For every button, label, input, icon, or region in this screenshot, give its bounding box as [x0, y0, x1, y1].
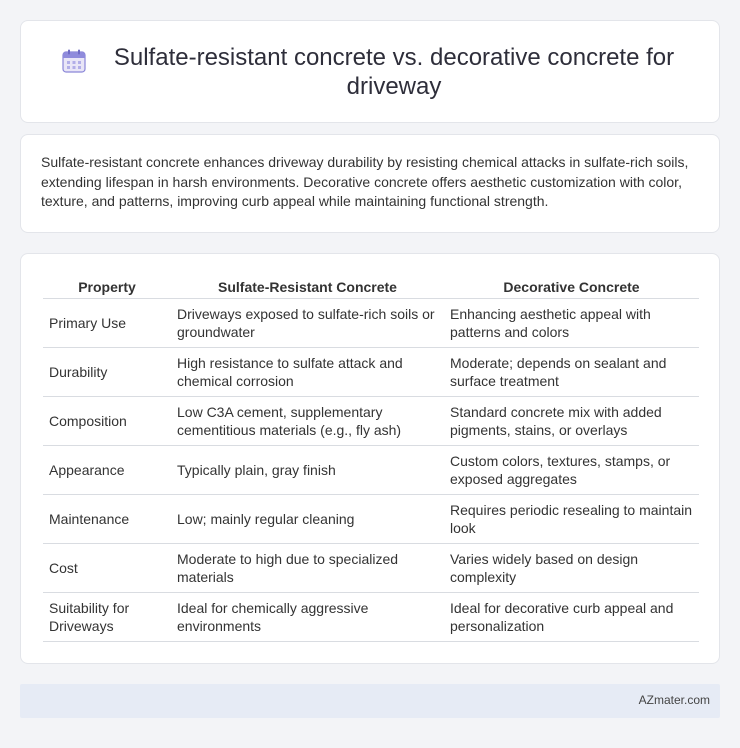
- table-row: [43, 593, 699, 642]
- page-title: Sulfate-resistant concrete vs. decorative concrete for driveway: [113, 44, 675, 100]
- comparison-table: [43, 275, 699, 642]
- table-row: [43, 299, 699, 348]
- row-sulfate-value: Low; mainly regular cleaning: [171, 495, 444, 544]
- row-sulfate-value: Low C3A cement, supplementary cementitious materials (e.g., fly ash): [171, 397, 444, 446]
- table-row: [43, 495, 699, 544]
- table-row: [43, 348, 699, 397]
- intro-paragraph: Sulfate-resistant concrete enhances driveway durability by resisting chemical attacks in sulfate-rich soils, extending lifespan in harsh environments. Decorative concrete offers aesthetic customization with color, texture, and patterns, improving curb appeal while maintaining functional strength.: [41, 154, 689, 209]
- row-property: Appearance: [43, 446, 171, 495]
- table-header-row: [43, 275, 699, 299]
- row-decorative-value: Ideal for decorative curb appeal and personalization: [444, 593, 699, 642]
- row-decorative-value: Varies widely based on design complexity: [444, 544, 699, 593]
- comparison-table-card: [20, 253, 720, 664]
- row-property: Maintenance: [43, 495, 171, 544]
- table-row: [43, 544, 699, 593]
- row-sulfate-value: High resistance to sulfate attack and chemical corrosion: [171, 348, 444, 397]
- intro-card: [20, 134, 720, 233]
- row-sulfate-value: Ideal for chemically aggressive environments: [171, 593, 444, 642]
- row-property: Durability: [43, 348, 171, 397]
- table-row: [43, 446, 699, 495]
- row-decorative-value: Enhancing aesthetic appeal with patterns and colors: [444, 299, 699, 348]
- header-decorative: Decorative Concrete: [444, 275, 699, 299]
- title-row: [21, 21, 719, 101]
- row-decorative-value: Custom colors, textures, stamps, or exposed aggregates: [444, 446, 699, 495]
- row-sulfate-value: Typically plain, gray finish: [171, 446, 444, 495]
- header-sulfate-resistant: Sulfate-Resistant Concrete: [171, 275, 444, 299]
- row-decorative-value: Standard concrete mix with added pigments, stains, or overlays: [444, 397, 699, 446]
- row-property: Composition: [43, 397, 171, 446]
- footer-bar: [20, 684, 720, 718]
- row-property: Suitability for Driveways: [43, 593, 171, 642]
- table-row: [43, 397, 699, 446]
- calendar-icon: [61, 48, 87, 74]
- row-sulfate-value: Driveways exposed to sulfate-rich soils or groundwater: [171, 299, 444, 348]
- row-property: Cost: [43, 544, 171, 593]
- row-property: Primary Use: [43, 299, 171, 348]
- footer-brand[interactable]: AZmater.com: [638, 693, 710, 707]
- row-decorative-value: Moderate; depends on sealant and surface treatment: [444, 348, 699, 397]
- header-property: Property: [43, 275, 171, 299]
- row-sulfate-value: Moderate to high due to specialized materials: [171, 544, 444, 593]
- title-card: [20, 20, 720, 123]
- row-decorative-value: Requires periodic resealing to maintain look: [444, 495, 699, 544]
